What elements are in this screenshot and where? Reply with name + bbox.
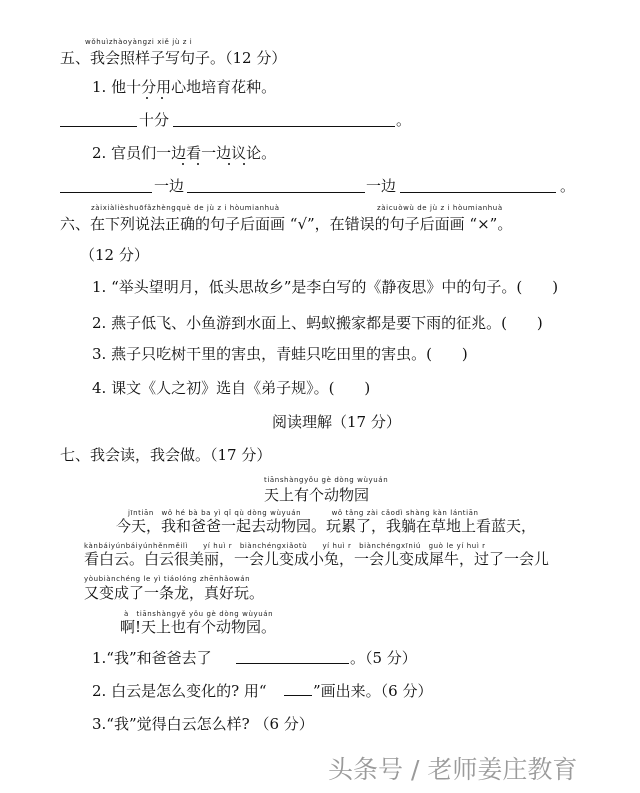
story-p1: 今天，我和爸爸一起去动物园。玩累了，我躺在草地上看蓝天， (116, 517, 537, 535)
sec5-heading: 五、我会照样子写句子。（12 分） (60, 49, 287, 67)
sec5-pinyin: wǒhuìzhàoyàngzi xiě jù z i (85, 38, 193, 46)
story-title-pinyin: tiānshàngyǒu gè dòng wùyuán (264, 476, 389, 484)
answer-blank[interactable] (60, 126, 137, 127)
sec7-q1: 1.“我”和爸爸去了 (92, 649, 212, 667)
story-p4: 啊!天上也有个动物园。 (120, 618, 277, 636)
sec5-q1: 1. 他十分用心地培育花种。 (92, 78, 277, 96)
watermark: 头条号 / 老师姜庄教育 (328, 755, 578, 784)
emphasis-dot (228, 163, 230, 165)
sec5-q1-end: 。 (396, 111, 412, 129)
answer-blank[interactable] (173, 126, 395, 127)
sec6-pinyin-right: zàicuòwù de jù z i hòumianhuà (377, 204, 503, 212)
story-p2: 看白云。白云很美丽，一会儿变成小兔，一会儿变成犀牛，过了一会儿 (84, 550, 550, 568)
sec7-heading: 七、我会读，我会做。（17 分） (60, 446, 272, 464)
sec5-q1-mid: 十分 (139, 111, 170, 129)
story-p4-pinyin: à tiānshàngyě yǒu gè dòng wùyuán (124, 610, 274, 618)
sec5-q2: 2. 官员们一边看一边议论。 (92, 144, 277, 162)
sec6-heading: 六、在下列说法正确的句子后面画 “√”，在错误的句子后面画 “×”。 (60, 215, 513, 233)
story-p3: 又变成了一条龙，真好玩。 (84, 584, 265, 602)
sec6-item-1: 1. “举头望明月，低头思故乡”是李白写的《静夜思》中的句子。( ) (92, 278, 559, 296)
sec7-q1-end: 。（5 分） (350, 649, 417, 667)
emphasis-dot (243, 163, 245, 165)
story-p1-pinyin: jīntiān wǒ hé bà ba yì qǐ qù dòng wùyuán wǒ tǎng zài cǎodì shàng kàn lántiān (128, 509, 479, 517)
answer-blank[interactable] (236, 663, 349, 664)
answer-blank[interactable] (400, 192, 556, 193)
sec5-q2-end: 。 (560, 177, 576, 195)
story-title: 天上有个动物园 (264, 486, 370, 504)
answer-blank[interactable] (187, 192, 365, 193)
sec6-item-3: 3. 燕子只吃树干里的害虫，青蛙只吃田里的害虫。( ) (92, 345, 468, 363)
emphasis-dot (197, 163, 199, 165)
story-p2-pinyin: kànbáiyúnbáiyúnhěnměilì yí huì r biànchéngxiǎotù yí huì r biànchéngxīniú guò le yí huì r (84, 542, 486, 550)
sec7-q2-end: ”画出来。（6 分） (313, 682, 433, 700)
sec5-q2-mid1: 一边 (154, 177, 185, 195)
emphasis-dot (182, 163, 184, 165)
emphasis-dot (161, 97, 163, 99)
story-p3-pinyin: yòubiànchéng le yì tiáolóng zhēnhǎowán (84, 575, 251, 583)
emphasis-dot (146, 97, 148, 99)
sec6-item-4: 4. 课文《人之初》选自《弟子规》。( ) (92, 379, 371, 397)
sec7-q2: 2. 白云是怎么变化的? 用“ (92, 682, 267, 700)
sec6-item-2: 2. 燕子低飞、小鱼游到水面上、蚂蚁搬家都是要下雨的征兆。( ) (92, 314, 543, 332)
reading-section-title: 阅读理解（17 分） (272, 413, 401, 431)
answer-blank[interactable] (60, 192, 152, 193)
underline-sample (284, 695, 312, 696)
sec7-q3: 3.“我”觉得白云怎么样? （6 分） (92, 715, 314, 733)
sec6-pinyin-left: zàixiàlièshuōfǎzhèngquè de jù z i hòumianhuà (91, 204, 280, 212)
sec6-score: （12 分） (80, 246, 149, 264)
sec5-q2-mid2: 一边 (366, 177, 397, 195)
